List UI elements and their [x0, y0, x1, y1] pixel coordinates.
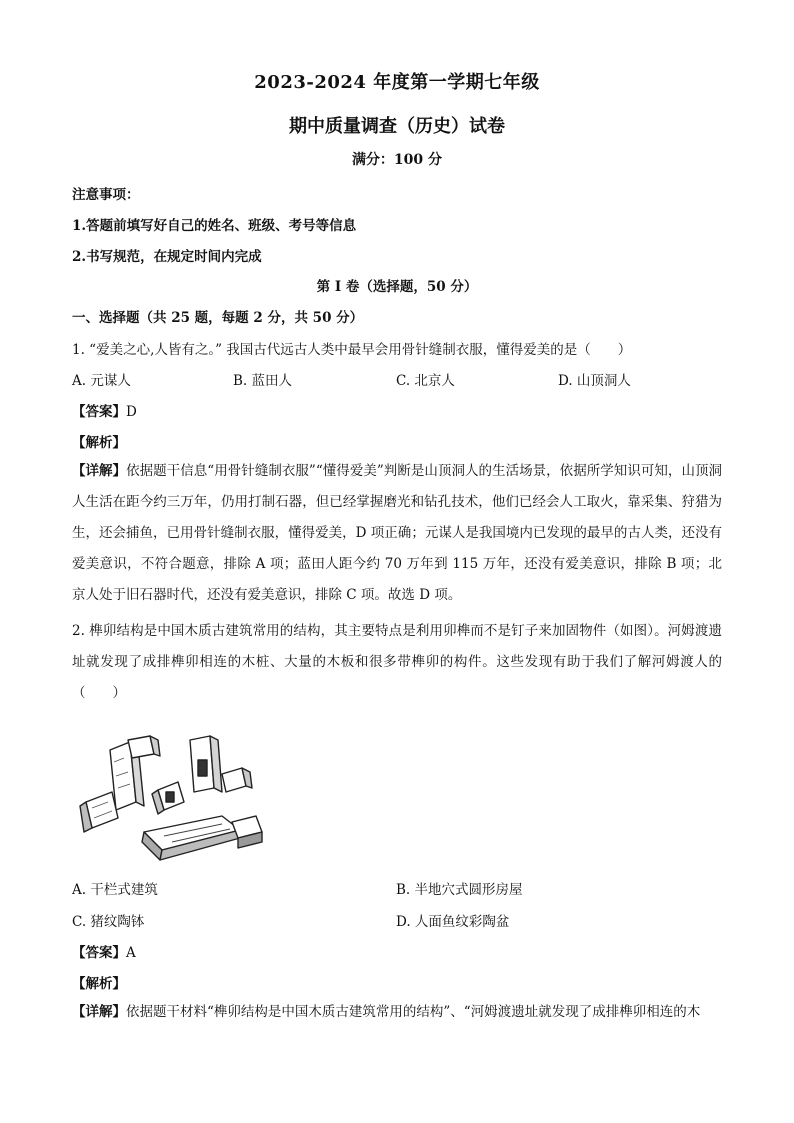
q2-option-c: C. 猪纹陶钵	[72, 914, 145, 930]
q1-analysis-label: 【解析】	[72, 435, 126, 451]
q1-answer	[72, 400, 137, 420]
q2-stem: 2. 榫卯结构是中国木质古建筑常用的结构，其主要特点是利用卯榫而不是钉子来加固物件（如图）。河姆渡遗址就发现了成排榫卯相连的木桩、大量的木板和很多带榫卯的构件。这些发现有助于我们了解河姆渡人的（ ）	[72, 623, 722, 701]
full-score: 满分：100 分	[351, 152, 443, 168]
q1-option-c: C. 北京人	[396, 373, 455, 389]
q1-stem: 1. “爱美之心,人皆有之。” 我国古代远古人类中最早会用骨针缝制衣服，懂得爱美的是（ ）	[72, 342, 632, 358]
q1-detail	[72, 456, 722, 611]
q2-detail-label: 【详解】	[72, 1004, 126, 1020]
q2-answer	[72, 941, 136, 961]
q1-detail-label: 【详解】	[72, 463, 127, 479]
notes-item-2: 2.书写规范，在规定时间内完成	[72, 249, 262, 265]
q1-option-a: A. 元谋人	[72, 373, 131, 389]
q2-option-b: B. 半地穴式圆形房屋	[396, 882, 523, 898]
q2-answer-label: 【答案】	[72, 945, 126, 961]
exam-title-line2: 期中质量调查（历史）试卷	[289, 116, 505, 137]
q1-detail-text: 依据题干信息“用骨针缝制衣服”“懂得爱美”判断是山顶洞人的生活场景，依据所学知识可知，山顶洞人生活在距今约三万年，仍用打制石器，但已经掌握磨光和钻孔技术，他们已经会人工取火，靠采集、狩猎为生，还会捕鱼，已用骨针缝制衣服，懂得爱美，D 项正确；元谋人是我国境内已发现的最早的古人类，还没有爱美意识，不符合题意，排除 A 项；蓝田人距今约 70 万年到 115 万年，还没有爱美意识，排除 B 项；北京人处于旧石器时代，还没有爱美意识，排除 C 项。故选 D 项。	[72, 463, 723, 603]
notes-item-1: 1.答题前填写好自己的姓名、班级、考号等信息	[72, 218, 357, 234]
notes-heading: 注意事项：	[72, 187, 140, 203]
q1-option-b: B. 蓝田人	[233, 373, 293, 389]
q2-option-a: A. 干栏式建筑	[72, 882, 158, 898]
q2-option-d: D. 人面鱼纹彩陶盆	[396, 914, 510, 930]
q1-option-d: D. 山顶洞人	[558, 373, 631, 389]
mortise-tenon-figure-icon	[72, 732, 272, 864]
part-title: 一、选择题（共 25 题，每题 2 分，共 50 分）	[72, 310, 364, 326]
q2-answer-value: A	[126, 945, 136, 961]
q1-answer-value: D	[126, 404, 137, 420]
q1-answer-label: 【答案】	[72, 404, 126, 420]
exam-title-line1: 2023-2024 年度第一学期七年级	[254, 72, 540, 93]
q2-detail-text: 依据题干材料“榫卯结构是中国木质古建筑常用的结构”、“河姆渡遗址就发现了成排榫卯相连的木	[126, 1004, 701, 1020]
volume-title: 第 I 卷（选择题，50 分）	[316, 279, 478, 295]
q2-detail	[72, 997, 722, 1028]
q2-analysis-label: 【解析】	[72, 976, 126, 992]
